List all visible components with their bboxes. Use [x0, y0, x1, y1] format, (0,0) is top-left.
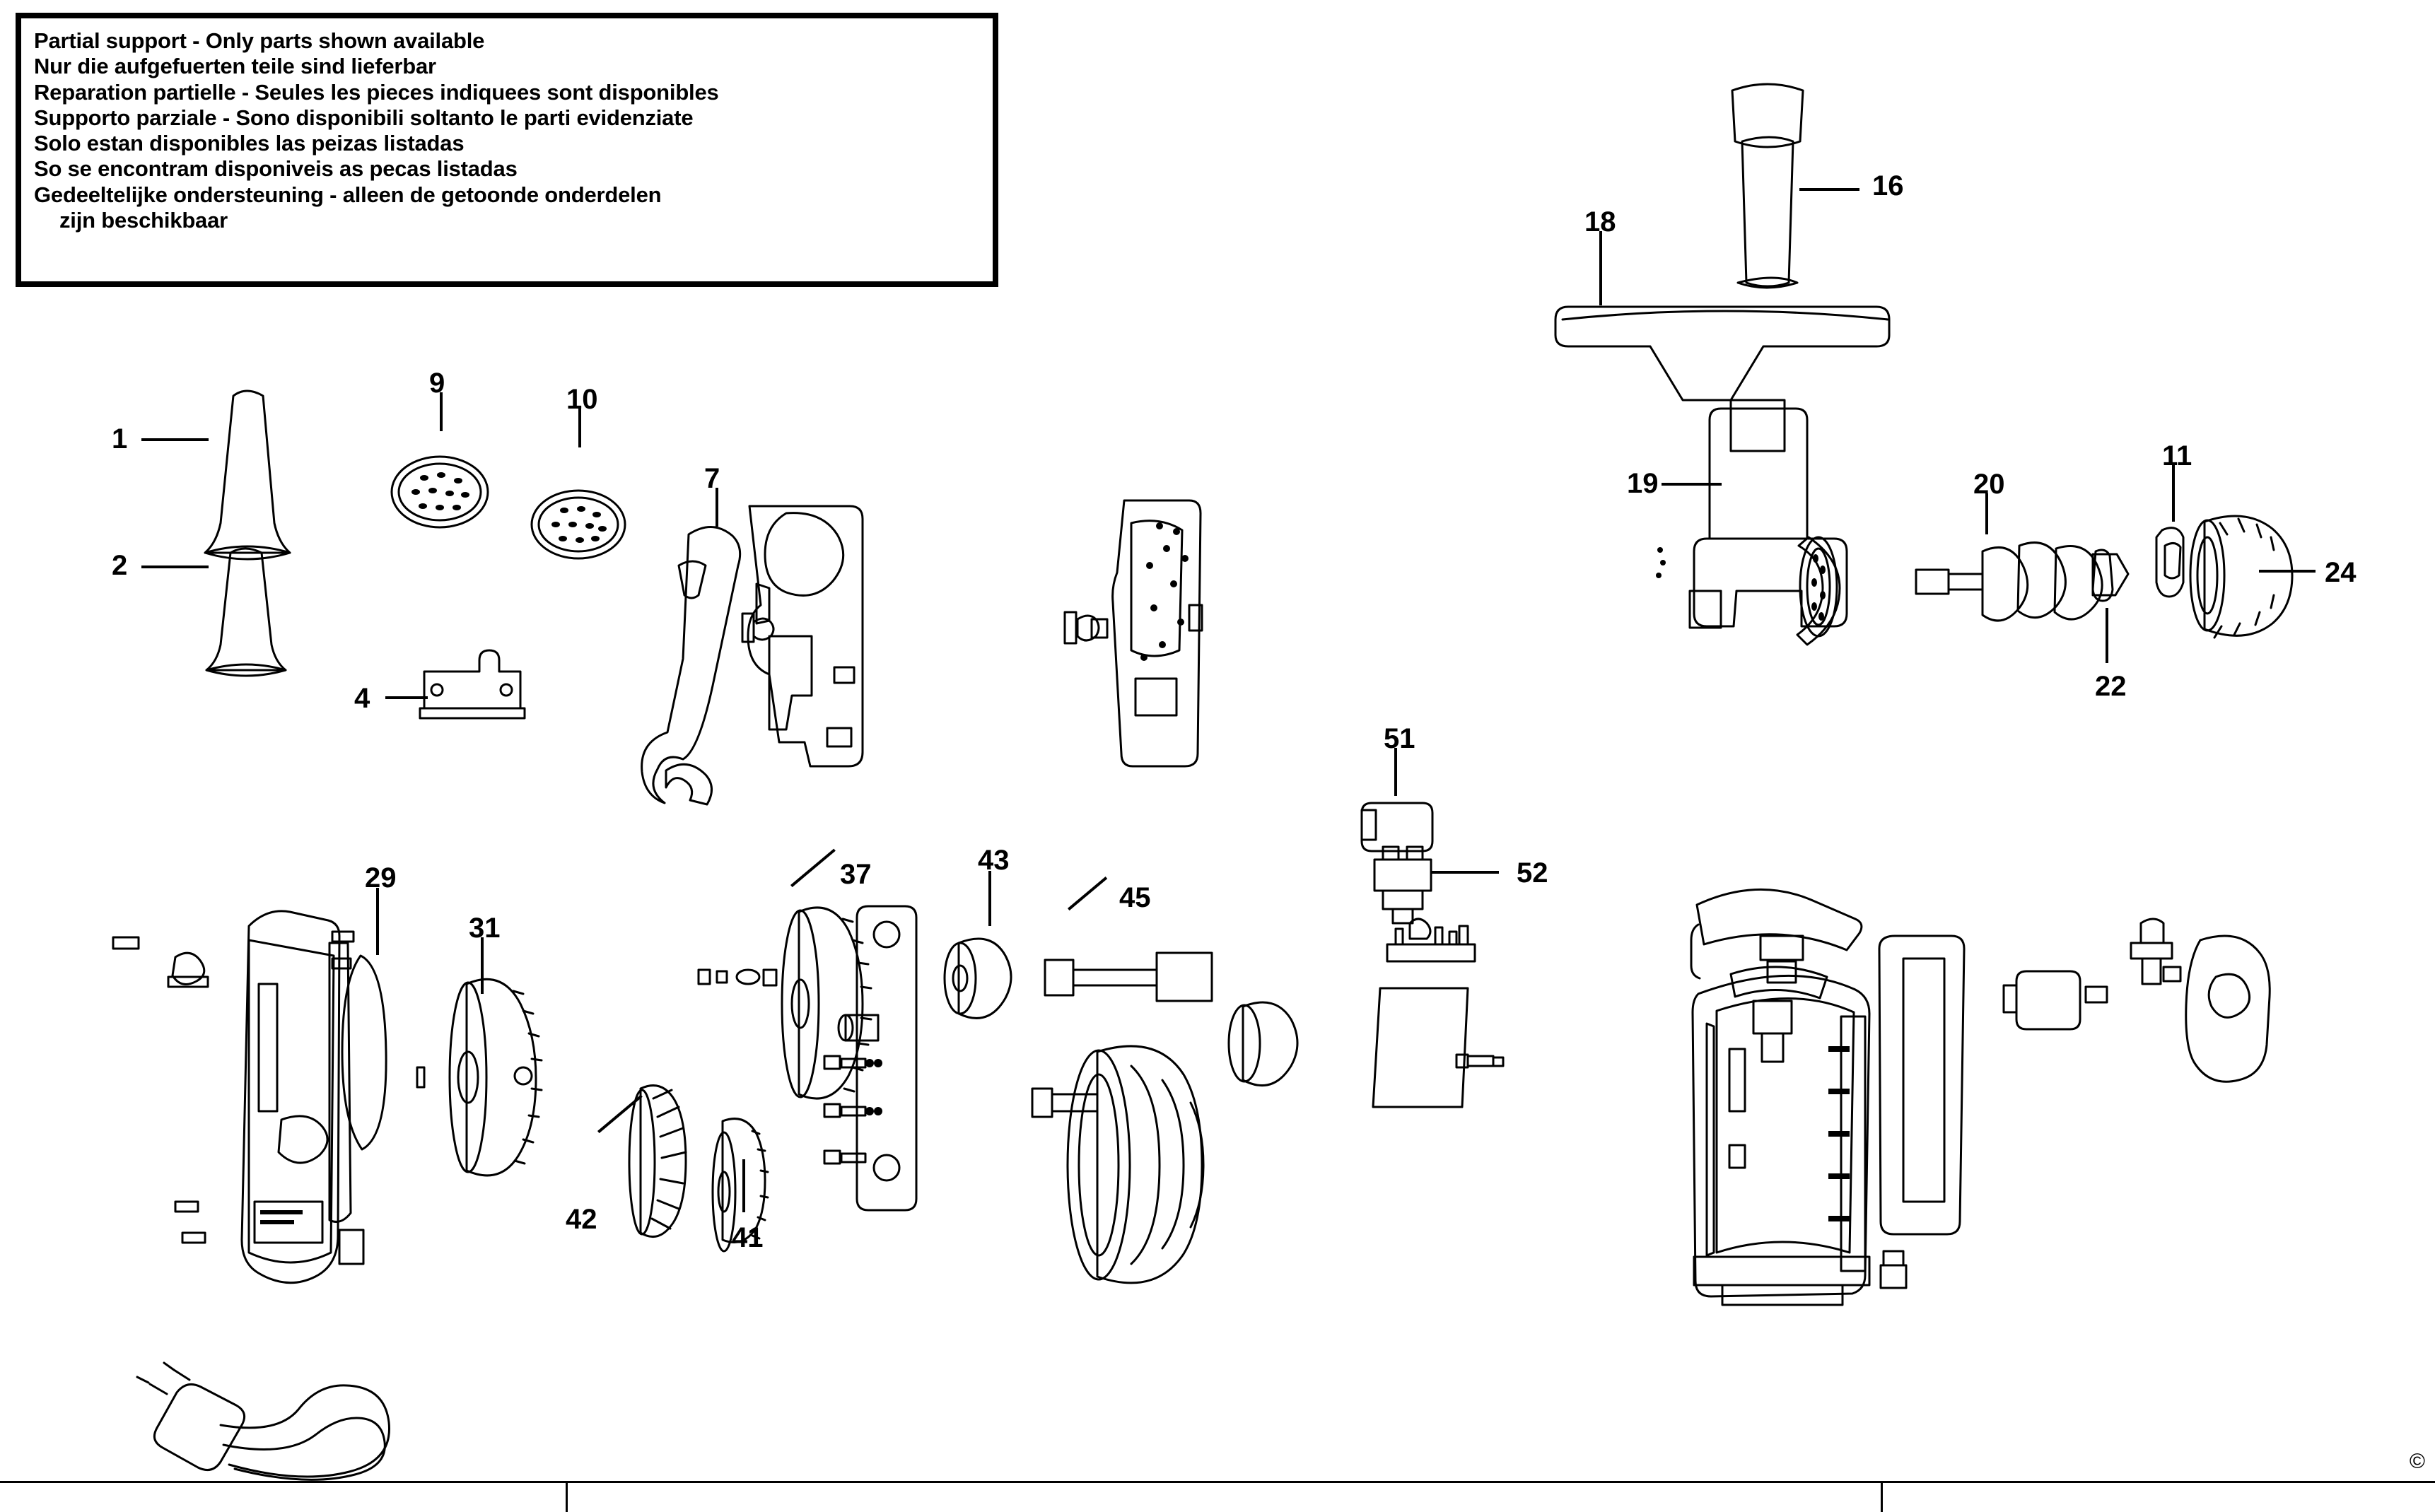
notice-line: Solo estan disponibles las peizas listadas: [34, 131, 465, 156]
notice-line: Gedeeltelijke ondersteuning - alleen de getoonde onderdelen: [34, 182, 662, 207]
cap-part: [1229, 1002, 1297, 1086]
appliance-side-panel: [1879, 936, 1964, 1234]
circuit-board: [1387, 919, 1475, 961]
part-42-shredding-drum: [629, 1086, 686, 1237]
callout-number-29: 29: [365, 862, 397, 893]
callout-number-31: 31: [469, 913, 501, 944]
callout-number-10: 10: [566, 384, 598, 415]
notice-line: Reparation partielle - Seules les pieces indiquees sont disponibles: [34, 79, 719, 105]
leader-19: [1662, 483, 1722, 486]
leader-18: [1599, 231, 1602, 305]
small-fasteners-left-of-gear: [699, 970, 776, 985]
part-29-motor-housing: [113, 911, 363, 1283]
callout-number-24: 24: [2325, 557, 2357, 588]
leader-51: [1394, 748, 1397, 796]
copyright-mark: ©: [2409, 1450, 2425, 1473]
leader-22: [2106, 608, 2108, 663]
gear-shaft-pin: [417, 1067, 532, 1087]
part-51-switch: [1362, 803, 1432, 851]
leader-31: [481, 937, 484, 994]
notice-line: Nur die aufgefuerten teile sind lieferbar: [34, 54, 436, 79]
callout-number-1: 1: [112, 423, 128, 455]
callout-number-37: 37: [840, 859, 872, 890]
housing-handle-left: [748, 506, 863, 766]
callout-number-18: 18: [1584, 206, 1616, 238]
housing-small-parts: [742, 614, 773, 642]
part-52-switch-body: [1374, 847, 1431, 923]
part-37-large-gear: [782, 908, 871, 1098]
notice-line: zijn beschikbaar: [59, 207, 228, 233]
leader-45: [1068, 877, 1107, 910]
callout-number-2: 2: [112, 550, 128, 581]
part-24-locking-ring: [2190, 516, 2292, 638]
frame-divider: [1881, 1483, 1883, 1512]
part-19-grinder-body: [1656, 409, 1847, 645]
callout-number-11: 11: [2162, 440, 2192, 471]
leader-1: [141, 438, 209, 441]
leader-2: [141, 565, 209, 568]
part-9-cutting-disc: [392, 457, 488, 527]
mounting-plate: [824, 906, 916, 1210]
part-20-auger-screw: [1916, 543, 2128, 621]
power-cord: [137, 1363, 390, 1479]
label-sticker: [1373, 988, 1468, 1107]
slicing-drum-assembly: [1032, 1046, 1203, 1283]
leader-4: [385, 696, 428, 699]
sheet-bottom-frame: [0, 1481, 2435, 1512]
part-18-feeding-tray: [1555, 307, 1889, 451]
leader-43: [988, 871, 991, 926]
callout-number-19: 19: [1627, 468, 1659, 499]
leader-16: [1799, 188, 1859, 191]
right-small-parts: [2004, 919, 2270, 1082]
notice-line: So se encontram disponiveis as pecas listadas: [34, 156, 518, 182]
callout-number-22: 22: [2095, 671, 2127, 702]
leader-24: [2259, 570, 2316, 573]
callout-number-41: 41: [732, 1222, 764, 1253]
callout-number-16: 16: [1872, 170, 1904, 201]
notice-line: Partial support - Only parts shown available: [34, 28, 485, 53]
part-29-cover: [342, 956, 386, 1149]
multilingual-notice-box: [16, 13, 998, 287]
leader-52: [1432, 871, 1499, 874]
part-10-cutting-disc: [532, 491, 625, 558]
callout-number-42: 42: [566, 1204, 597, 1235]
callout-number-51: 51: [1384, 723, 1415, 754]
callout-number-20: 20: [1973, 469, 2005, 500]
appliance-main-body: [1691, 889, 1906, 1305]
part-7-wrench: [642, 527, 740, 804]
callout-number-7: 7: [704, 463, 720, 494]
part-16-food-pusher: [1732, 84, 1803, 288]
leader-29: [376, 888, 379, 955]
callout-number-45: 45: [1119, 882, 1151, 913]
frame-divider: [566, 1483, 568, 1512]
leader-42: [597, 1095, 643, 1133]
leader-41: [742, 1159, 745, 1212]
callout-number-9: 9: [429, 368, 445, 399]
callout-number-43: 43: [978, 845, 1010, 876]
part-2-nozzle: [206, 549, 286, 676]
callout-number-4: 4: [354, 683, 370, 714]
screw-fastener: [1456, 1055, 1503, 1067]
part-31-gear: [450, 979, 542, 1176]
callout-number-52: 52: [1517, 857, 1548, 889]
part-43-cone: [945, 939, 1011, 1018]
housing-right-clip: [1065, 612, 1107, 643]
part-45-shaft: [1045, 953, 1212, 1001]
notice-line: Supporto parziale - Sono disponibili soltanto le parti evidenziate: [34, 105, 694, 130]
leader-37: [790, 849, 836, 887]
leader-11: [2172, 465, 2175, 522]
part-11-cutting-blade: [2156, 528, 2183, 597]
housing-handle-right: [1113, 500, 1202, 766]
part-1-nozzle: [205, 391, 290, 559]
part-22-pin: [2093, 550, 2113, 601]
part-4-bracket: [420, 650, 525, 718]
